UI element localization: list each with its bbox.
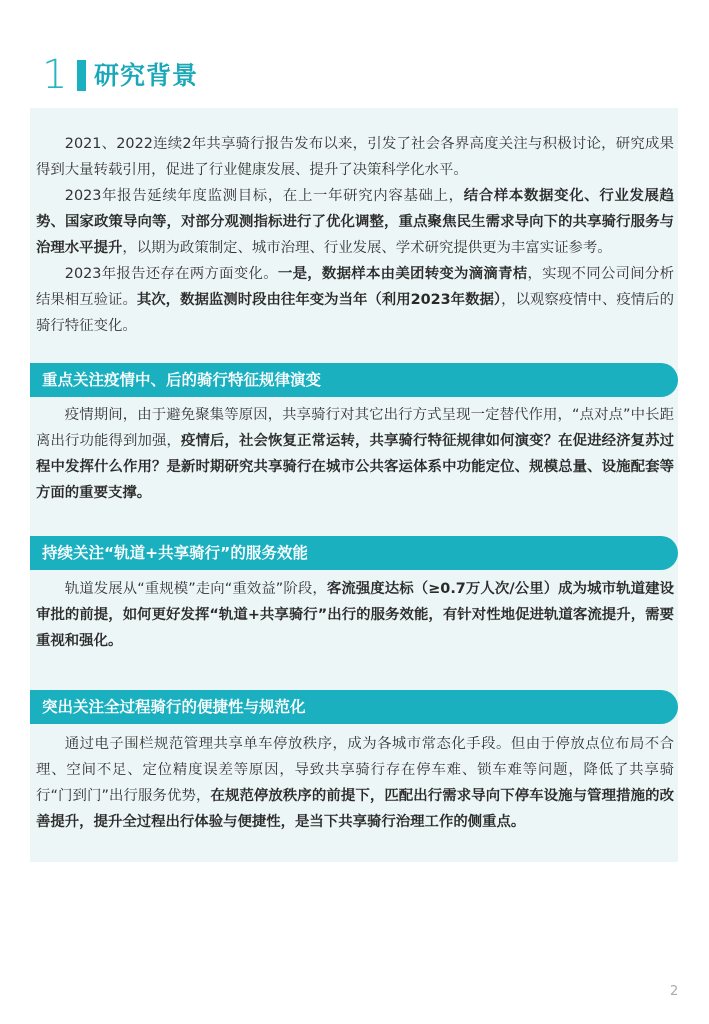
- intro-paragraph-1: [36, 131, 674, 183]
- section-2-text-a: 轨道发展从“重规模”走向“重效益”阶段，: [64, 581, 327, 597]
- intro-paragraph-3-text-e: ，以观察疫情中、疫情后的骑行特征变化。: [36, 292, 674, 334]
- intro-paragraph-3-text-c: ，实现不同公司间分析结果相互验证。: [36, 266, 674, 308]
- chapter-number: 1: [42, 52, 68, 98]
- section-header-1: [30, 363, 678, 397]
- intro-paragraph-2-highlight: 结合样本数据变化、行业发展趋势、国家政策导向等，对部分观测指标进行了优化调整，重点聚焦民生需求导向下的共享骑行服务与治理水平提升: [36, 188, 674, 256]
- section-3-paragraph: [36, 731, 674, 835]
- section-header-2: [30, 536, 678, 570]
- chapter-title: 研究背景: [94, 61, 199, 90]
- intro-paragraph-3-text-a: 2023年报告还存在两方面变化。: [64, 266, 278, 282]
- intro-paragraph-3-highlight-1: 一是，数据样本由美团转变为滴滴青桔: [277, 266, 528, 282]
- section-3-highlight: 在规范停放秩序的前提下，匹配出行需求导向下停车设施与管理措施的改善提升，提升全过程出行体验与便捷性，是当下共享骑行治理工作的侧重点。: [36, 788, 674, 830]
- section-1-highlight: 疫情后，社会恢复正常运转，共享骑行特征规律如何演变？在促进经济复苏过程中发挥什么作用？是新时期研究共享骑行在城市公共客运体系中功能定位、规模总量、设施配套等方面的重要支撑。: [36, 433, 674, 501]
- section-3-text-a: 通过电子围栏规范管理共享单车停放秩序，成为各城市常态化手段。但由于停放点位布局不合理、空间不足、定位精度误差等原因，导致共享骑行存在停车难、锁车难等问题，降低了共享骑行“门到门”出行服务优势，: [36, 736, 674, 804]
- page-number: 2: [670, 984, 679, 999]
- section-1-text-a: 疫情期间，由于避免聚集等原因，共享骑行对其它出行方式呈现一定替代作用，“点对点”中长距离出行功能得到加强，: [36, 407, 674, 449]
- section-title-2: 持续关注“轨道+共享骑行”的服务效能: [42, 544, 308, 562]
- chapter-accent-bar: [77, 60, 86, 91]
- intro-paragraph-2: [36, 183, 674, 261]
- section-1-paragraph: [36, 402, 674, 506]
- intro-paragraph-2-text-a: 2023年报告延续年度监测目标，在上一年研究内容基础上，: [64, 188, 464, 204]
- section-title-3: 突出关注全过程骑行的便捷性与规范化: [42, 698, 306, 716]
- section-2-paragraph: [36, 576, 674, 654]
- section-title-1: 重点关注疫情中、后的骑行特征规律演变: [42, 371, 322, 389]
- intro-paragraph-3-highlight-2: 其次，数据监测时段由往年变为当年（利用2023年数据）: [136, 292, 502, 308]
- intro-paragraph-3: [36, 261, 674, 339]
- intro-paragraph-2-text-c: ，以期为政策制定、城市治理、行业发展、学术研究提供更为丰富实证参考。: [122, 240, 612, 256]
- section-header-3: [30, 690, 678, 724]
- intro-paragraph-1-text: 2021、2022连续2年共享骑行报告发布以来，引发了社会各界高度关注与积极讨论，研究成果得到大量转载引用，促进了行业健康发展、提升了决策科学化水平。: [36, 136, 674, 178]
- section-2-highlight: 客流强度达标（≥0.7万人次/公里）成为城市轨道建设审批的前提，如何更好发挥“轨道+共享骑行”出行的服务效能，有针对性地促进轨道客流提升，需要重视和强化。: [36, 581, 674, 649]
